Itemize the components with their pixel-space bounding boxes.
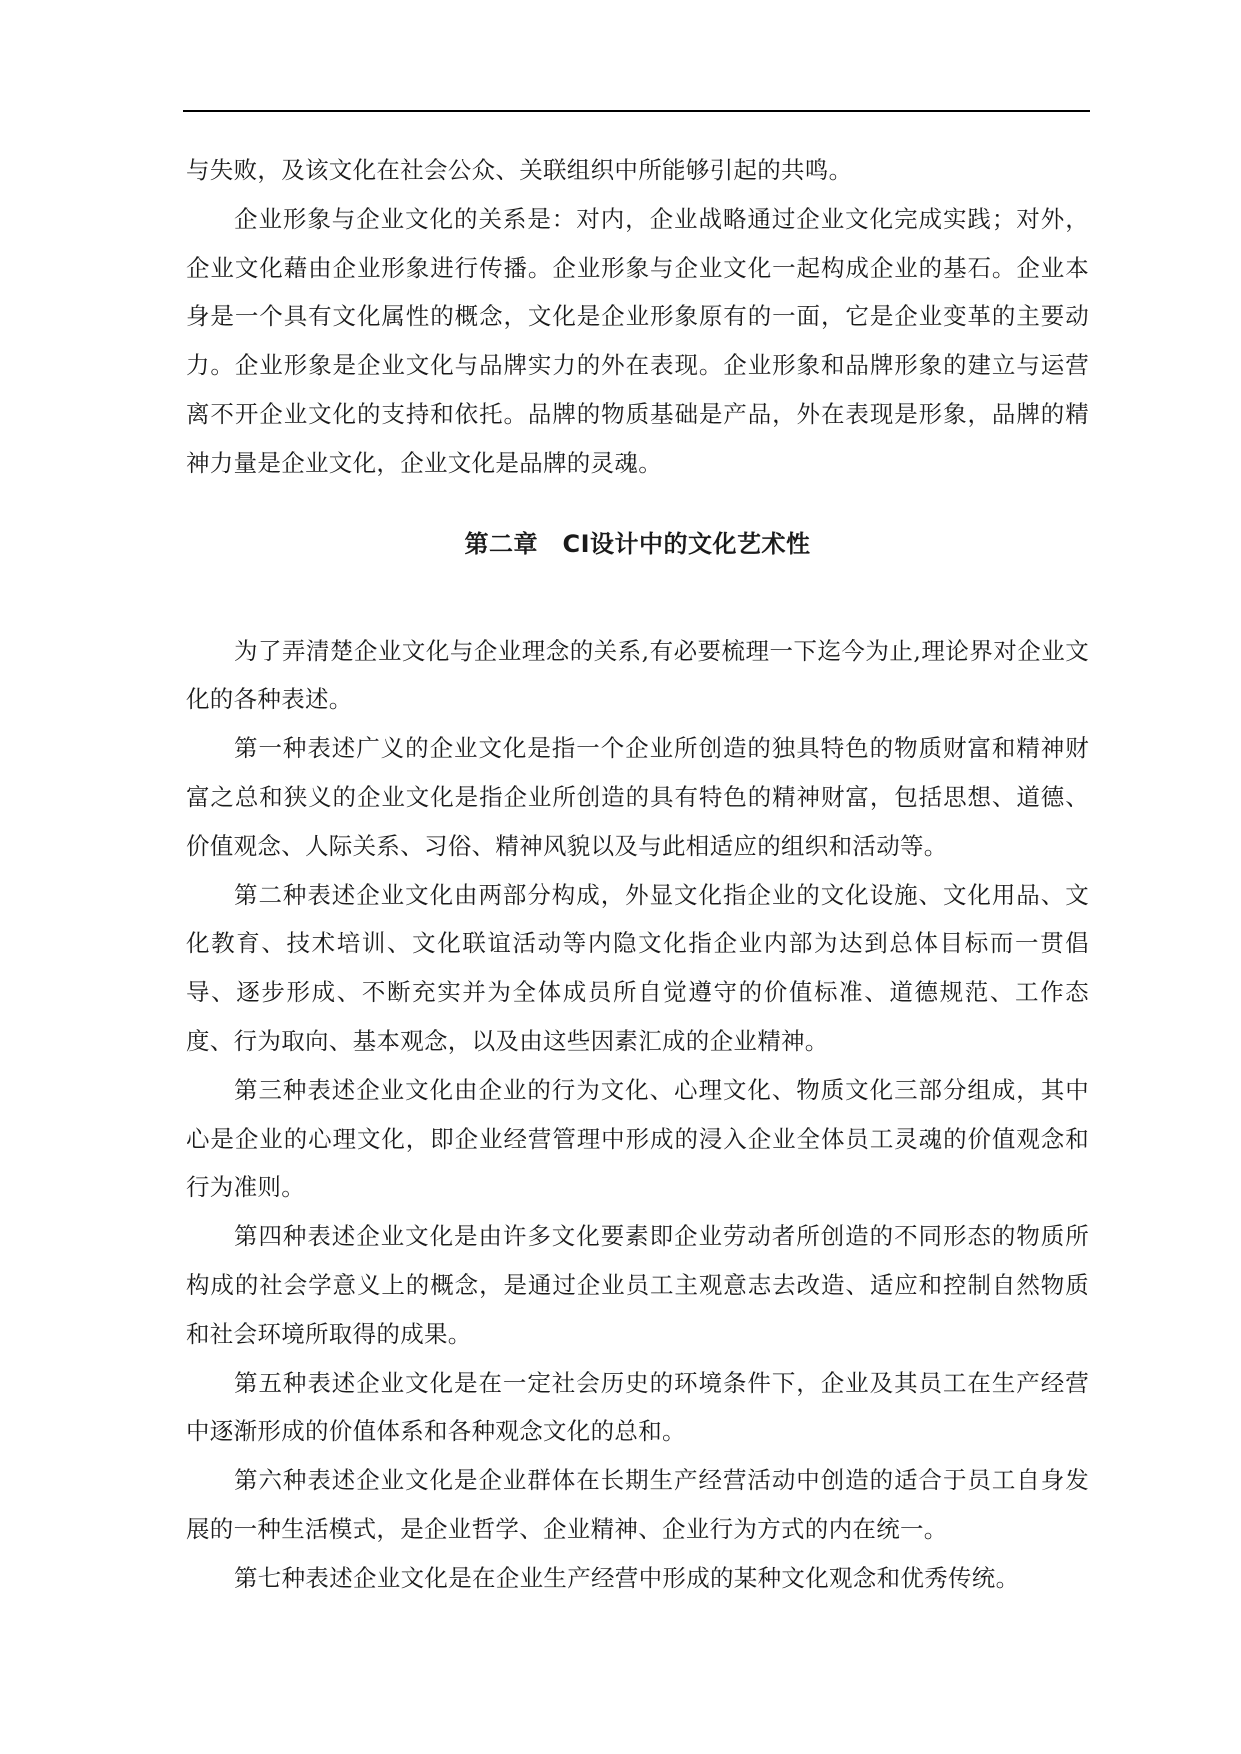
definition-paragraph-2: 第二种表述企业文化由两部分构成，外显文化指企业的文化设施、文化用品、文化教育、技术培训、文化联谊活动等内隐文化指企业内部为达到总体目标而一贯倡导、逐步形成、不断充实并为全体成员所自觉遵守的价值标准、道德规范、工作态度、行为取向、基本观念，以及由这些因素汇成的企业精神。: [186, 880, 1089, 1055]
definition-paragraph-5: 第五种表述企业文化是在一定社会历史的环境条件下，企业及其员工在生产经营中逐渐形成的价值体系和各种观念文化的总和。: [186, 1368, 1089, 1446]
continuation-paragraph: 与失败，及该文化在社会公众、关联组织中所能够引起的共鸣。: [186, 156, 853, 184]
intro-paragraph: 为了弄清楚企业文化与企业理念的关系,有必要梳理一下迄今为止,理论界对企业文化的各种表述。: [186, 636, 1089, 714]
relation-paragraph: 企业形象与企业文化的关系是：对内，企业战略通过企业文化完成实践；对外，企业文化藉由企业形象进行传播。企业形象与企业文化一起构成企业的基石。企业本身是一个具有文化属性的概念，文化是企业形象原有的一面，它是企业变革的主要动力。企业形象是企业文化与品牌实力的外在表现。企业形象和品牌形象的建立与运营离不开企业文化的支持和依托。品牌的物质基础是产品，外在表现是形象，品牌的精神力量是企业文化，企业文化是品牌的灵魂。: [186, 204, 1089, 477]
definition-paragraph-4: 第四种表述企业文化是由许多文化要素即企业劳动者所创造的不同形态的物质所构成的社会学意义上的概念，是通过企业员工主观意志去改造、适应和控制自然物质和社会环境所取得的成果。: [186, 1222, 1089, 1348]
chapter-title: 第二章 CI设计中的文化艺术性: [464, 529, 811, 558]
definition-paragraph-6: 第六种表述企业文化是企业群体在长期生产经营活动中创造的适合于员工自身发展的一种生活模式，是企业哲学、企业精神、企业行为方式的内在统一。: [186, 1466, 1089, 1543]
header-rule: [183, 110, 1090, 112]
definition-paragraph-7: 第七种表述企业文化是在企业生产经营中形成的某种文化观念和优秀传统。: [234, 1563, 1020, 1592]
definition-paragraph-3: 第三种表述企业文化由企业的行为文化、心理文化、物质文化三部分组成，其中心是企业的心理文化，即企业经营管理中形成的浸入企业全体员工灵魂的价值观念和行为准则。: [186, 1075, 1089, 1202]
page-body: [186, 146, 1089, 1603]
definition-paragraph-1: 第一种表述广义的企业文化是指一个企业所创造的独具特色的物质财富和精神财富之总和狭义的企业文化是指企业所创造的具有特色的精神财富，包括思想、道德、价值观念、人际关系、习俗、精神风貌以及与此相适应的组织和活动等。: [186, 734, 1089, 860]
